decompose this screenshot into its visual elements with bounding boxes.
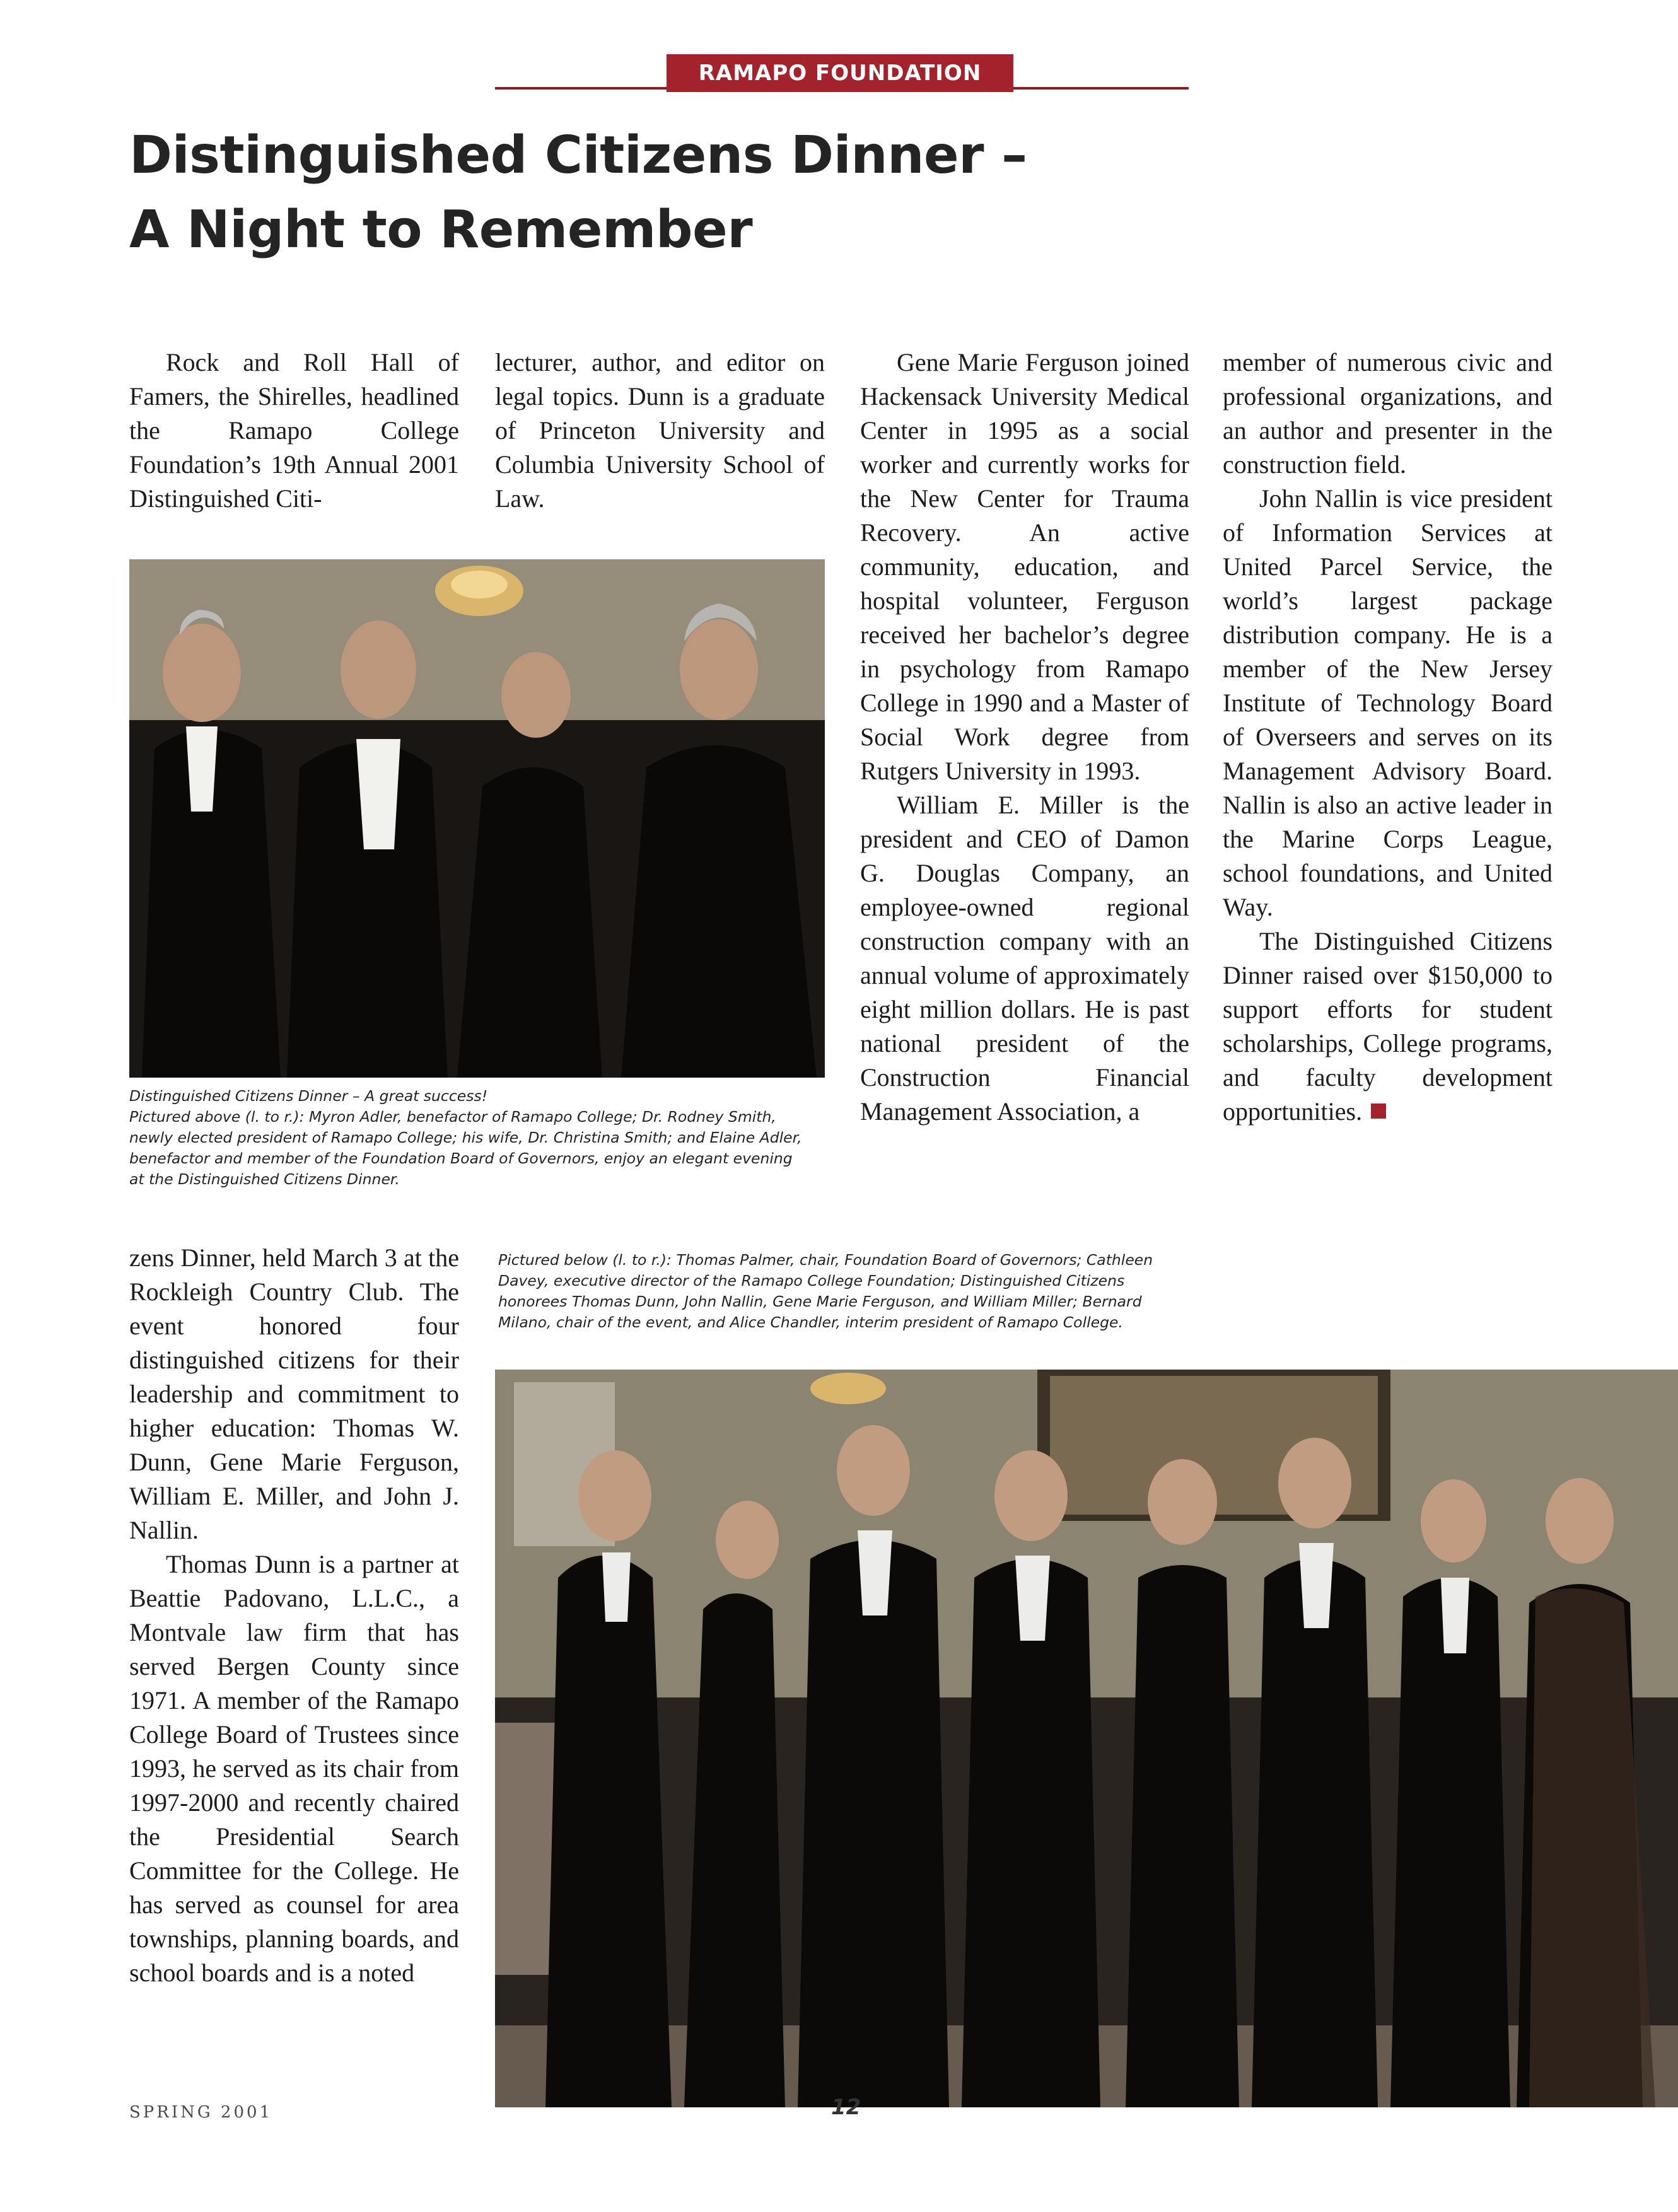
caption-top-line-2: Pictured above (l. to r.): Myron Adler, benefactor of Ramapo College; Dr. Rodney Smith, (129, 1108, 776, 1126)
paragraph-intro-end: zens Dinner, held March 3 at the Rockleigh Country Club. The event honored four distinguished citizens for their leadership and commitment to higher education: Thomas W. Dunn, Gene Marie Ferguson, William E. Miller, and John J. Nallin. (129, 1243, 459, 1544)
caption-top-line-4: benefactor and member of the Foundation Board of Governors, enjoy an elegant evening (129, 1150, 793, 1167)
photo-bottom-caption (498, 1250, 1192, 1333)
photo-top-caption (129, 1086, 825, 1190)
closing-text: The Distinguished Citizens Dinner raised over $150,000 to support efforts for student scholarships, College programs, and faculty development opportunities. (1223, 927, 1553, 1126)
photo-top-illustration (129, 559, 825, 1078)
column-3 (860, 346, 1189, 1129)
title-line-2: A Night to Remember (129, 200, 753, 260)
paragraph-miller: William E. Miller is the president and CEO of Damon G. Douglas Company, an employee-owned regional construction company with an annual volume of approximately eight million dollars. He is past national president of the Construction Financial Management Association, a (860, 791, 1189, 1126)
chandelier (810, 1373, 886, 1404)
paragraph-miller-end: member of numerous civic and professional organizations, and an author and presenter in the construction field. (1223, 348, 1553, 479)
chandelier (435, 566, 523, 616)
caption-top-line-1: Distinguished Citizens Dinner – A great success! (129, 1087, 488, 1105)
caption-bottom-line-3: honorees Thomas Dunn, John Nallin, Gene Marie Ferguson, and William Miller; Bernard (498, 1293, 1142, 1310)
caption-top-line-5: at the Distinguished Citizens Dinner. (129, 1170, 400, 1188)
photo-top-adler-smith (129, 559, 825, 1078)
caption-bottom-line-1: Pictured below (l. to r.): Thomas Palmer, chair, Foundation Board of Governors; Cathleen (498, 1251, 1153, 1269)
paragraph-dunn: Thomas Dunn is a partner at Beattie Padovano, L.L.C., a Montvale law firm that has served Bergen County since 1971. A member of the Ramapo College Board of Trustees since 1993, he served as its chair from 1997-2000 and recently chaired the Presidential Search Committee for the College. He has served as counsel for area townships, planning boards, and school boards and is a noted (129, 1550, 459, 1987)
page-number: 12 (831, 2095, 861, 2120)
paragraph-closing (1223, 924, 1553, 1129)
title-line-1: Distinguished Citizens Dinner – (129, 125, 1027, 185)
column-4 (1223, 346, 1553, 1129)
header-rule-left (495, 87, 667, 90)
paragraph-ferguson: Gene Marie Ferguson joined Hackensack University Medical Center in 1995 as a social worker and currently works for the New Center for Trauma Recovery. An active community, education, and hospital volunteer, Ferguson received her bachelor’s degree in psychology from Ramapo College in 1990 and a Master of Social Work degree from Rutgers University in 1993. (860, 348, 1189, 785)
page-title (129, 119, 1027, 267)
section-tag: RAMAPO FOUNDATION (667, 54, 1013, 92)
header-rule-right (1013, 87, 1189, 90)
caption-bottom-line-2: Davey, executive director of the Ramapo College Foundation; Distinguished Citizens (498, 1272, 1125, 1289)
end-of-article-mark (1371, 1103, 1386, 1119)
paragraph-intro-start: Rock and Roll Hall of Famers, the Shirelles, headlined the Ramapo College Foundation’s 19th Annual 2001 Distinguished Citi- (129, 348, 459, 513)
photo-bottom-honorees (495, 1370, 1678, 2107)
paragraph-dunn-end: lecturer, author, and editor on legal topics. Dunn is a graduate of Princeton University and Columbia University School of Law. (495, 348, 825, 513)
column-2-top (495, 346, 825, 516)
paragraph-nallin: John Nallin is vice president of Information Services at United Parcel Service, the world’s largest package distribution company. He is a member of the New Jersey Institute of Technology Board of Overseers and serves on its Management Advisory Board. Nallin is also an active leader in the Marine Corps League, school foundations, and United Way. (1223, 484, 1553, 921)
column-1-top (129, 346, 459, 516)
footer-issue: SPRING 2001 (129, 2103, 273, 2122)
column-1-bottom (129, 1241, 459, 1990)
caption-top-line-3: newly elected president of Ramapo College; his wife, Dr. Christina Smith; and Elaine Adler, (129, 1129, 802, 1146)
photo-bottom-illustration (495, 1370, 1678, 2107)
caption-bottom-line-4: Milano, chair of the event, and Alice Chandler, interim president of Ramapo College. (498, 1313, 1123, 1331)
